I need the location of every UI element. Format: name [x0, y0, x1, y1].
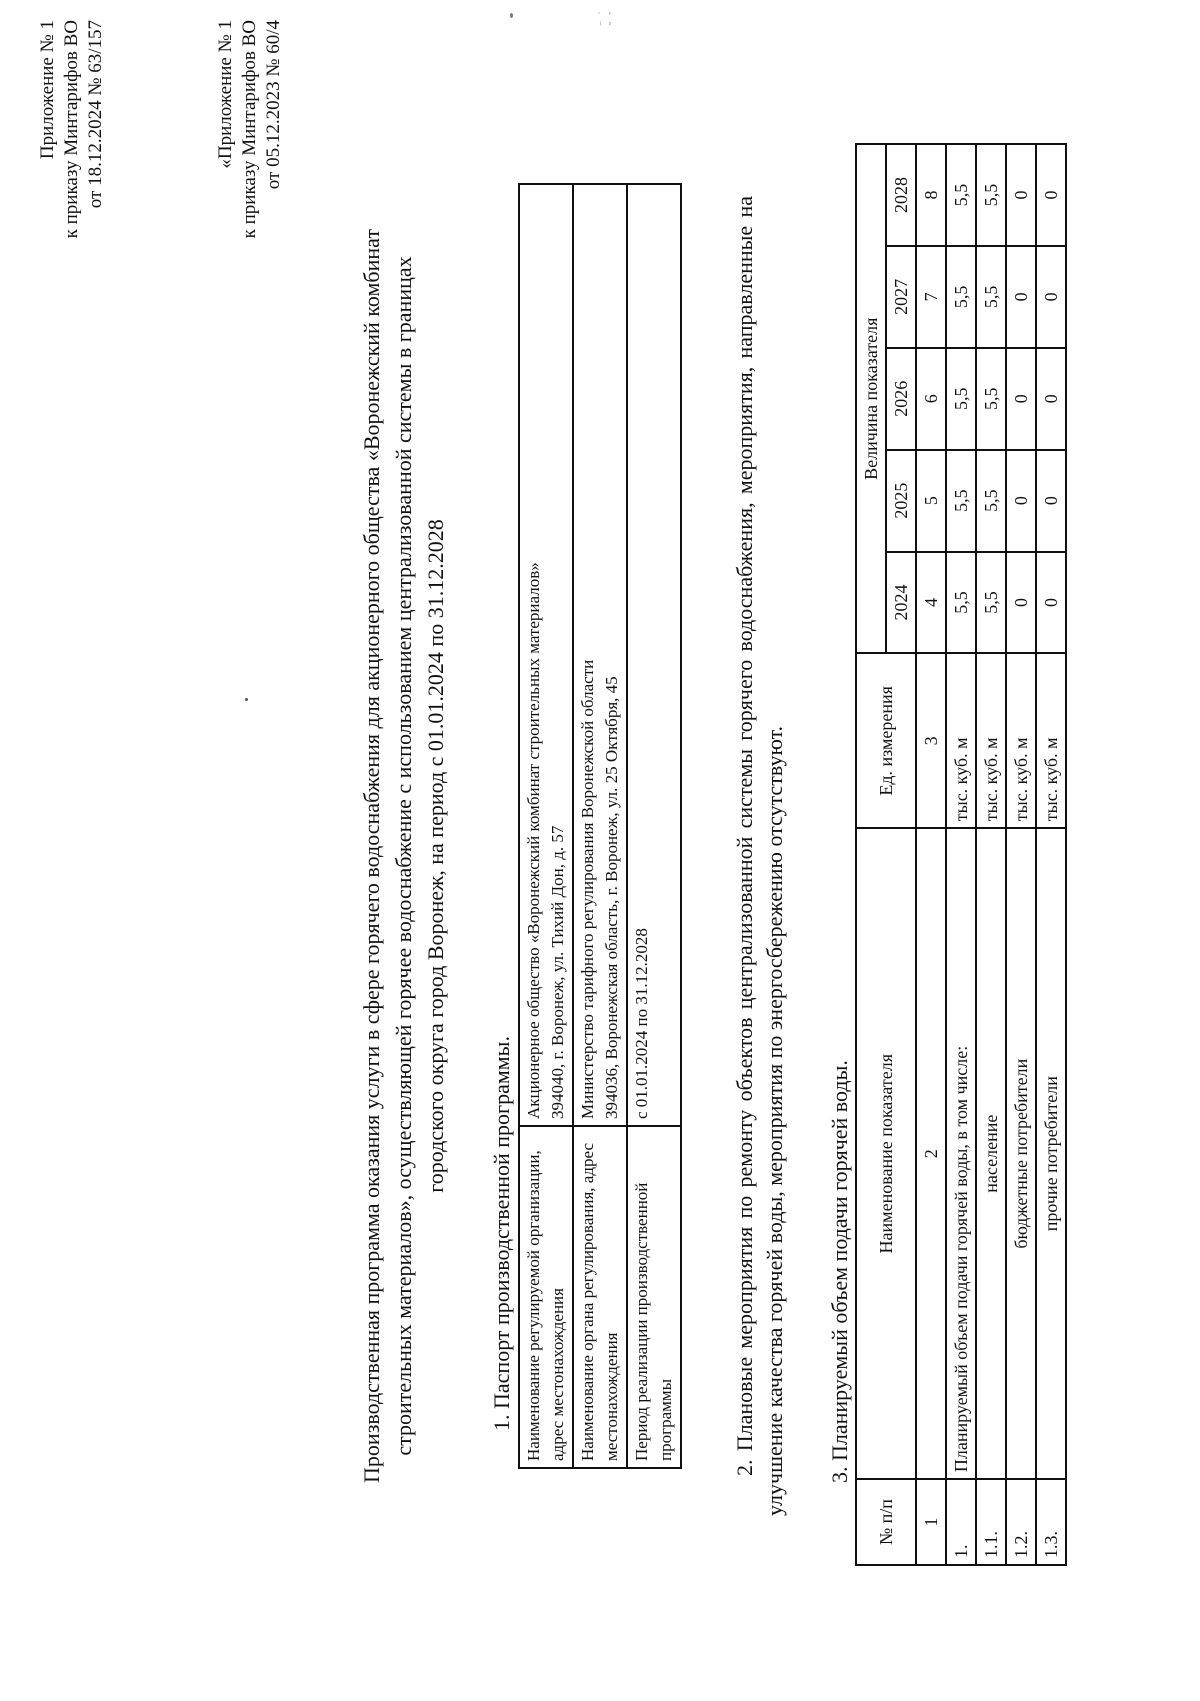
table-row: [976, 144, 1006, 1565]
scan-dot: [245, 698, 248, 701]
row-value: 5,5: [976, 348, 1006, 450]
table-header-row: [856, 144, 886, 1565]
row-value: 5,5: [976, 246, 1006, 348]
row-num: 1.1.: [976, 1479, 1006, 1565]
row-num: 1.2.: [1006, 1479, 1036, 1565]
row-name: бюджетные потребители: [1006, 828, 1036, 1479]
approval-line: от 18.12.2024 № 63/157: [85, 20, 106, 209]
row-value: 5,5: [946, 144, 976, 246]
passport-key: Период реализации производственной программы: [627, 1126, 681, 1468]
passport-value-line: 394040, г. Воронеж, ул. Тихий Дон, д. 57: [548, 825, 567, 1119]
passport-value: [519, 184, 573, 1126]
row-name: население: [976, 828, 1006, 1479]
passport-value: [573, 184, 627, 1126]
passport-table: [518, 183, 682, 1469]
approval-line: «Приложение № 1: [215, 20, 236, 169]
row-value: 5,5: [976, 450, 1006, 552]
section-1-heading: 1. Паспорт производственной программы.: [489, 1036, 514, 1431]
table-row: [573, 184, 627, 1468]
index-cell: 5: [916, 450, 946, 552]
header-year: 2027: [886, 246, 916, 348]
header-year: 2025: [886, 450, 916, 552]
scan-mark: ⁻ ˙ ˘ ¯: [598, 9, 620, 26]
header-unit: Ед. измерения: [856, 653, 916, 828]
passport-value-line: с 01.01.2024 по 31.12.2028: [632, 928, 651, 1119]
header-year: 2026: [886, 348, 916, 450]
passport-value: [627, 184, 681, 1126]
approval-block-previous: [214, 20, 286, 300]
row-value: 5,5: [946, 552, 976, 654]
approval-line: Приложение № 1: [37, 20, 58, 160]
row-value: 5,5: [946, 348, 976, 450]
index-cell: 3: [916, 653, 946, 828]
hot-water-volume-table: [855, 143, 1067, 1566]
scan-dot: [510, 13, 513, 18]
row-unit: тыс. куб. м: [946, 653, 976, 828]
section-3-heading: 3. Планируемый объем подачи горячей воды.: [827, 1060, 852, 1483]
row-unit: тыс. куб. м: [976, 653, 1006, 828]
header-year: 2024: [886, 552, 916, 654]
index-cell: 2: [916, 828, 946, 1479]
table-row: [519, 184, 573, 1468]
section-2-text: 2. Плановые мероприятия по ремонту объектов централизованной системы горячего водоснабжения, мероприятия, направленные на улучшение качества горячей воды, мероприятия по энергосбережению отсутствуют.: [732, 196, 787, 1516]
row-value: 0: [1006, 552, 1036, 654]
passport-value-line: Акционерное общество «Воронежский комбинат строительных материалов»: [524, 562, 543, 1119]
passport-key: Наименование регулируемой организации, адрес местонахождения: [519, 1126, 573, 1468]
row-value: 0: [1036, 144, 1066, 246]
approval-line: к приказу Минтарифов ВО: [61, 20, 82, 239]
row-num: 1.: [946, 1479, 976, 1565]
passport-value-line: 394036, Воронежская область, г. Воронеж, ул. 25 Октября, 45: [602, 676, 621, 1119]
approval-line: от 05.12.2023 № 60/4: [263, 20, 284, 190]
index-cell: 6: [916, 348, 946, 450]
header-name: Наименование показателя: [856, 828, 916, 1479]
header-num: № п/п: [856, 1479, 916, 1565]
index-cell: 1: [916, 1479, 946, 1565]
row-value: 0: [1036, 348, 1066, 450]
index-cell: 7: [916, 246, 946, 348]
row-value: 0: [1006, 348, 1036, 450]
row-value: 5,5: [976, 144, 1006, 246]
row-value: 5,5: [976, 552, 1006, 654]
row-num: 1.3.: [1036, 1479, 1066, 1565]
document-title: Производственная программа оказания услуги в сфере горячего водоснабжения для акционерного общества «Воронежский комбинат строительных материалов», осуществляющей горячее водоснабжение с использованием централизованной системы в границах городского округа город Воронеж, на период с 01.01.2024 по 31.12.2028: [359, 229, 448, 1483]
table-row: [627, 184, 681, 1468]
row-name: Планируемый объем подачи горячей воды, в том числе:: [946, 828, 976, 1479]
index-cell: 8: [916, 144, 946, 246]
approval-block-current: [36, 20, 108, 300]
row-value: 0: [1006, 144, 1036, 246]
table-index-row: [916, 144, 946, 1565]
row-value: 0: [1036, 246, 1066, 348]
row-value: 0: [1006, 246, 1036, 348]
row-value: 0: [1036, 450, 1066, 552]
passport-key: Наименование органа регулирования, адрес местонахождения: [573, 1126, 627, 1468]
table-row: [946, 144, 976, 1565]
row-value: 5,5: [946, 450, 976, 552]
table-row: [1006, 144, 1036, 1565]
index-cell: 4: [916, 552, 946, 654]
approval-line: к приказу Минтарифов ВО: [239, 20, 260, 239]
table-row: [1036, 144, 1066, 1565]
row-value: 0: [1006, 450, 1036, 552]
row-unit: тыс. куб. м: [1006, 653, 1036, 828]
row-unit: тыс. куб. м: [1036, 653, 1066, 828]
row-value: 0: [1036, 552, 1066, 654]
passport-value-line: Министерство тарифного регулирования Воронежской области: [578, 659, 597, 1119]
row-value: 5,5: [946, 246, 976, 348]
header-year: 2028: [886, 144, 916, 246]
header-value-group: Величина показателя: [856, 144, 886, 653]
row-name: прочие потребители: [1036, 828, 1066, 1479]
